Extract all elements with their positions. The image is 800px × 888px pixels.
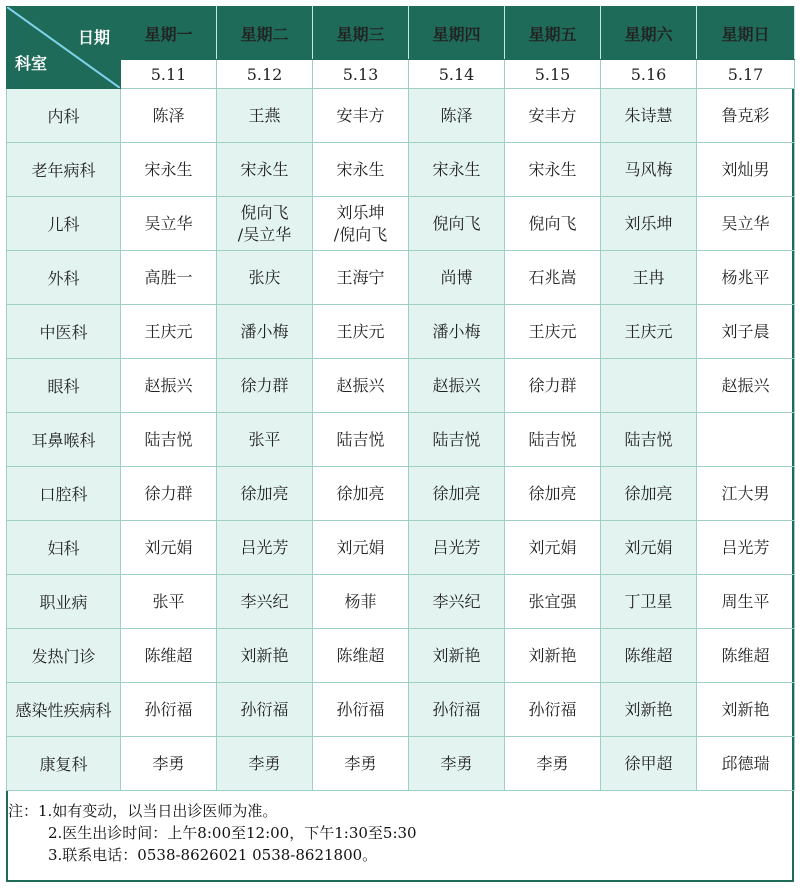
doctor-cell: 吕光芳 [409,521,505,575]
doctor-cell: 徐加亮 [313,467,409,521]
doctor-cell: 刘灿男 [697,143,795,197]
date-header: 5.14 [409,60,505,89]
doctor-cell: 徐力群 [121,467,217,521]
schedule-row [7,575,795,629]
doctor-cell: 孙衍福 [505,683,601,737]
doctor-cell: 王庆元 [313,305,409,359]
doctor-cell: 刘元娟 [121,521,217,575]
doctor-cell: 陈维超 [121,629,217,683]
doctor-cell: 陈维超 [313,629,409,683]
day-header-row [7,7,795,60]
date-header: 5.13 [313,60,409,89]
doctor-cell: 刘元娟 [313,521,409,575]
doctor-cell: 徐加亮 [505,467,601,521]
doctor-cell: 刘子晨 [697,305,795,359]
doctor-cell [601,359,697,413]
doctor-cell: 刘新艳 [505,629,601,683]
department-name: 发热门诊 [7,629,121,683]
department-name: 中医科 [7,305,121,359]
doctor-cell: 刘新艳 [601,683,697,737]
doctor-cell: 石兆嵩 [505,251,601,305]
doctor-cell: 宋永生 [409,143,505,197]
doctor-cell: 吴立华 [121,197,217,251]
doctor-cell: 徐加亮 [217,467,313,521]
doctor-cell: 刘乐坤 [601,197,697,251]
doctor-cell: 孙衍福 [313,683,409,737]
doctor-cell: 倪向飞 [409,197,505,251]
doctor-cell: 潘小梅 [409,305,505,359]
day-header: 星期三 [313,7,409,60]
department-name: 妇科 [7,521,121,575]
doctor-cell: 孙衍福 [121,683,217,737]
department-name: 职业病 [7,575,121,629]
schedule-row [7,413,795,467]
doctor-cell: 陈泽 [409,89,505,143]
doctor-cell: 李兴纪 [217,575,313,629]
doctor-cell: 陈维超 [697,629,795,683]
doctor-cell: 朱诗慧 [601,89,697,143]
schedule-row [7,305,795,359]
doctor-cell: 赵振兴 [121,359,217,413]
schedule-row [7,467,795,521]
doctor-cell: 杨菲 [313,575,409,629]
day-header: 星期五 [505,7,601,60]
corner-date-label: 日期 [77,28,110,47]
schedule-row [7,359,795,413]
doctor-cell: 王庆元 [505,305,601,359]
doctor-cell: 陆吉悦 [409,413,505,467]
doctor-cell: 陆吉悦 [121,413,217,467]
date-header-row [7,60,795,89]
date-header: 5.16 [601,60,697,89]
schedule-row [7,143,795,197]
doctor-cell: 宋永生 [505,143,601,197]
department-name: 耳鼻喉科 [7,413,121,467]
date-header: 5.12 [217,60,313,89]
schedule-row [7,521,795,575]
department-name: 儿科 [7,197,121,251]
doctor-cell: 陈泽 [121,89,217,143]
doctor-cell: 安丰方 [313,89,409,143]
doctor-cell: 张庆 [217,251,313,305]
doctor-cell: 徐甲超 [601,737,697,791]
doctor-cell: 陆吉悦 [505,413,601,467]
schedule-row [7,629,795,683]
doctor-cell: 赵振兴 [313,359,409,413]
doctor-cell: 李勇 [313,737,409,791]
doctor-cell: 王燕 [217,89,313,143]
schedule-row [7,683,795,737]
doctor-cell: 宋永生 [121,143,217,197]
day-header: 星期四 [409,7,505,60]
doctor-cell: 尚博 [409,251,505,305]
doctor-cell: 赵振兴 [409,359,505,413]
doctor-cell: 徐力群 [505,359,601,413]
notes-section [8,800,792,866]
department-name: 老年病科 [7,143,121,197]
note-line-3: 3.联系电话：0538-8626021 0538-8621800。 [48,846,378,864]
doctor-cell: 安丰方 [505,89,601,143]
doctor-cell: 王庆元 [601,305,697,359]
doctor-cell: 吕光芳 [697,521,795,575]
date-header: 5.17 [697,60,795,89]
department-name: 外科 [7,251,121,305]
date-header: 5.11 [121,60,217,89]
doctor-cell: 邱德瑞 [697,737,795,791]
note-line-2: 2.医生出诊时间：上午8:00至12:00，下午1:30至5:30 [48,824,417,842]
doctor-cell: 高胜一 [121,251,217,305]
department-name: 感染性疾病科 [7,683,121,737]
doctor-cell: 鲁克彩 [697,89,795,143]
day-header: 星期二 [217,7,313,60]
doctor-cell: 吴立华 [697,197,795,251]
doctor-cell: 孙衍福 [217,683,313,737]
doctor-cell: 潘小梅 [217,305,313,359]
notes-label: 注： [8,802,39,820]
doctor-cell [697,413,795,467]
doctor-cell: 李勇 [409,737,505,791]
doctor-cell: 刘元娟 [601,521,697,575]
schedule-body [7,89,795,791]
doctor-cell: 李勇 [217,737,313,791]
doctor-cell: 刘新艳 [409,629,505,683]
doctor-cell: 刘新艳 [217,629,313,683]
department-name: 口腔科 [7,467,121,521]
schedule-row [7,197,795,251]
date-header: 5.15 [505,60,601,89]
doctor-cell: 王海宁 [313,251,409,305]
note-line-1 [8,800,792,822]
doctor-cell: 江大男 [697,467,795,521]
schedule-row [7,251,795,305]
doctor-cell: 徐加亮 [601,467,697,521]
duty-schedule-table [6,6,795,791]
corner-header [7,7,121,89]
schedule-row [7,737,795,791]
department-name: 眼科 [7,359,121,413]
doctor-cell: 李勇 [121,737,217,791]
doctor-cell: 刘乐坤 /倪向飞 [313,197,409,251]
doctor-cell: 陆吉悦 [601,413,697,467]
department-name: 内科 [7,89,121,143]
doctor-cell: 马风梅 [601,143,697,197]
doctor-cell: 宋永生 [217,143,313,197]
doctor-cell: 王庆元 [121,305,217,359]
day-header: 星期日 [697,7,795,60]
doctor-cell: 刘新艳 [697,683,795,737]
department-name: 康复科 [7,737,121,791]
doctor-cell: 王冉 [601,251,697,305]
doctor-cell: 倪向飞 [505,197,601,251]
doctor-cell: 李勇 [505,737,601,791]
doctor-cell: 陆吉悦 [313,413,409,467]
doctor-cell: 徐加亮 [409,467,505,521]
doctor-cell: 张平 [217,413,313,467]
doctor-cell: 陈维超 [601,629,697,683]
doctor-cell: 倪向飞 /吴立华 [217,197,313,251]
corner-dept-label: 科室 [15,54,48,73]
day-header: 星期六 [601,7,697,60]
doctor-cell: 杨兆平 [697,251,795,305]
note-text: 1.如有变动，以当日出诊医师为准。 [38,802,278,820]
doctor-cell: 刘元娟 [505,521,601,575]
doctor-cell: 张宜强 [505,575,601,629]
day-header: 星期一 [121,7,217,60]
doctor-cell: 周生平 [697,575,795,629]
schedule-row [7,89,795,143]
doctor-cell: 孙衍福 [409,683,505,737]
doctor-cell: 宋永生 [313,143,409,197]
doctor-cell: 徐力群 [217,359,313,413]
doctor-cell: 张平 [121,575,217,629]
doctor-cell: 李兴纪 [409,575,505,629]
doctor-cell: 丁卫星 [601,575,697,629]
doctor-cell: 吕光芳 [217,521,313,575]
doctor-cell: 赵振兴 [697,359,795,413]
